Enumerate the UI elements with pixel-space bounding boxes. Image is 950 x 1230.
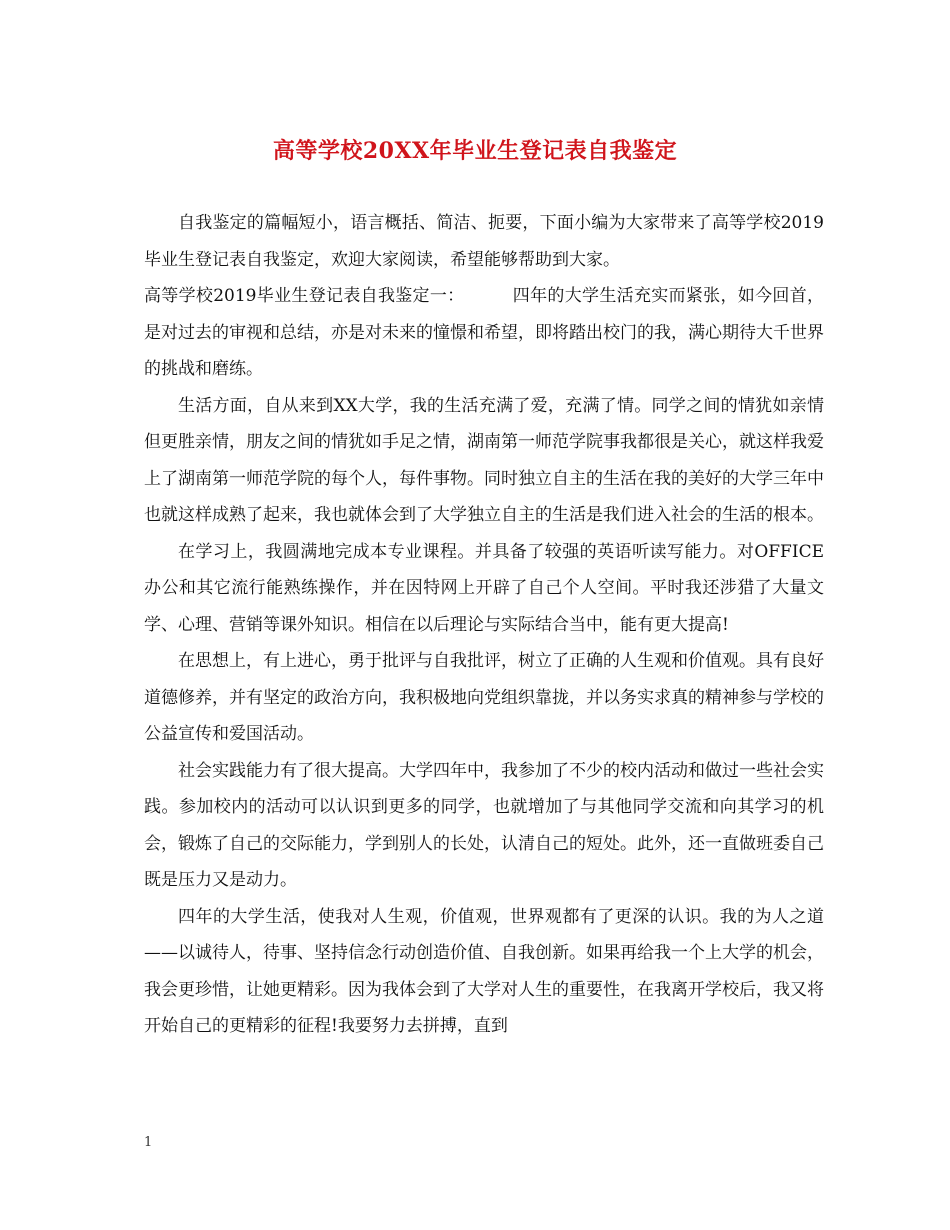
page-number: 1 xyxy=(144,1135,153,1150)
section-one-text: 四年的大学生活充实而紧张，如今回首，是对过去的审视和总结，亦是对未来的憧憬和希望，即将踏出校门的我，满心期待大千世界的挑战和磨练。 xyxy=(144,286,825,379)
summary-paragraph: 四年的大学生活，使我对人生观，价值观，世界观都有了更深的认识。我的为人之道——以诚待人，待事、坚持信念行动创造价值、自我创新。如果再给我一个上大学的机会，我会更珍惜，让她更精彩。因为我体会到了大学对人生的重要性，在我离开学校后，我又将开始自己的更精彩的征程!我要努力去拼搏，直到 xyxy=(144,906,824,1036)
section-one-paragraph xyxy=(144,278,824,388)
intro-paragraph: 自我鉴定的篇幅短小，语言概括、简洁、扼要，下面小编为大家带来了高等学校2019毕业生登记表自我鉴定，欢迎大家阅读，希望能够帮助到大家。 xyxy=(144,213,824,270)
document-title: 高等学校20XX年毕业生登记表自我鉴定 xyxy=(272,138,678,164)
life-paragraph: 生活方面，自从来到XX大学，我的生活充满了爱，充满了情。同学之间的情犹如亲情但更胜亲情，朋友之间的情犹如手足之情，湖南第一师范学院事我都很是关心，就这样我爱上了湖南第一师范学院的每个人，每件事物。同时独立自主的生活在我的美好的大学三年中也就这样成熟了起来，我也就体会到了大学独立自主的生活是我们进入社会的生活的根本。 xyxy=(144,395,824,525)
document-body xyxy=(144,205,824,1045)
thought-paragraph: 在思想上，有上进心，勇于批评与自我批评，树立了正确的人生观和价值观。具有良好道德修养，并有坚定的政治方向，我积极地向党组织靠拢，并以务实求真的精神参与学校的公益宣传和爱国活动。 xyxy=(144,651,824,744)
practice-paragraph: 社会实践能力有了很大提高。大学四年中，我参加了不少的校内活动和做过一些社会实践。参加校内的活动可以认识到更多的同学，也就增加了与其他同学交流和向其学习的机会，锻炼了自己的交际能力，学到别人的长处，认清自己的短处。此外，还一直做班委自己既是压力又是动力。 xyxy=(144,760,824,890)
study-paragraph: 在学习上，我圆满地完成本专业课程。并具备了较强的英语听读写能力。对OFFICE办公和其它流行能熟练操作，并在因特网上开辟了自己个人空间。平时我还涉猎了大量文学、心理、营销等课外知识。相信在以后理论与实际结合当中，能有更大提高! xyxy=(144,541,824,635)
section-one-heading: 高等学校2019毕业生登记表自我鉴定一： xyxy=(144,286,465,306)
